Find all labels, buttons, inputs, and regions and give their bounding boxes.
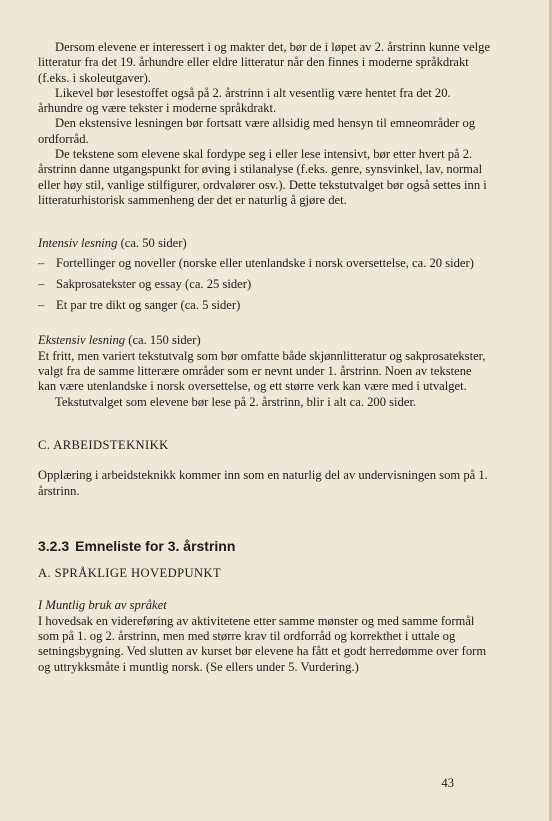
paragraph-style-analysis: De tekstene som elevene skal fordype seg i eller lese intensivt, bør etter hvert på 2. årstrinn danne utgangspunkt for øving i stilanalyse (f.eks. genre, synsvinkel, lav, normal eller høy stil, vanlige stilfigurer, ordvalører osv.). Dette tekstutvalget bør også settes inn i litteraturhistorisk sammenheng der det er naturlig å gjøre det. (38, 147, 487, 207)
paragraph-extensive-reading: Den ekstensive lesningen bør fortsatt være allsidig med hensyn til emneområder og ordforråd. (38, 116, 476, 146)
list-item (38, 298, 492, 313)
section-a-heading: A. SPRÅKLIGE HOVEDPUNKT (38, 566, 222, 581)
section-c-body: Opplæring i arbeidsteknikk kommer inn som en naturlig del av undervisningen som på 1. årstrinn. (38, 468, 488, 498)
intensive-reading-list (38, 256, 492, 314)
section-number: 3.2.3 (38, 537, 70, 554)
extensive-reading-body: Et fritt, men variert tekstutvalg som bør omfatte både skjønnlitteratur og sakprosatekster, valgt fra de samme litterære områder som er nevnt under 1. årstrinn. Noen av tekstene kan være utenlandske i norsk oversettelse, og ett større verk kan være med i utvalget. (38, 348, 486, 394)
page-number: 43 (441, 776, 454, 790)
list-item (38, 256, 492, 271)
extensive-reading-heading (38, 333, 492, 348)
intensive-reading-heading (38, 236, 492, 251)
extensive-reading-label: Ekstensiv lesning (38, 333, 126, 348)
dash-bullet-icon: – (38, 255, 45, 270)
section-a-subheading: I Muntlig bruk av språket (38, 598, 167, 613)
paragraph-20th-century: Likevel bør lesestoffet også på 2. årstrinn i alt vesentlig være hentet fra det 20. århundre og være tekster i moderne språkdrakt. (38, 85, 451, 116)
section-3-2-3-title (38, 539, 492, 554)
dash-bullet-icon: – (38, 276, 45, 291)
list-item-text: Fortellinger og noveller (norske eller utenlandske i norsk oversettelse, ca. 20 sider) (56, 255, 474, 270)
list-item-text: Et par tre dikt og sanger (ca. 5 sider) (56, 298, 241, 313)
section-title-text: Emneliste for 3. årstrinn (75, 537, 236, 554)
extensive-reading-pages: (ca. 150 sider) (128, 333, 201, 348)
intensive-reading-pages: (ca. 50 sider) (120, 236, 187, 251)
list-item-text: Sakprosatekster og essay (ca. 25 sider) (56, 276, 252, 291)
dash-bullet-icon: – (38, 298, 45, 313)
extensive-reading-total: Tekstutvalget som elevene bør lese på 2. årstrinn, blir i alt ca. 200 sider. (55, 394, 417, 409)
intensive-reading-label: Intensiv lesning (38, 236, 118, 251)
list-item (38, 277, 492, 292)
section-c-heading: C. ARBEIDSTEKNIKK (38, 437, 169, 452)
section-a-body: I hovedsak en videreføring av aktivitetene etter samme mønster og med samme formål som på 1. og 2. årstrinn, men med større krav til ordforråd og korrekthet i uttale og setningsbygning. Ved slutten av kurset bør elevene ha fått et godt herredømme over form og uttrykksmåte i muntlig norsk. (Se ellers under 5. Vurdering.) (38, 613, 487, 674)
paragraph-literature-choice: Dersom elevene er interessert i og makter det, bør de i løpet av 2. årstrinn kunne velge litteratur fra det 19. århundre eller eldre litteratur når den finnes i moderne språkdrakt (f.eks. i skoleutgaver). (38, 40, 491, 85)
